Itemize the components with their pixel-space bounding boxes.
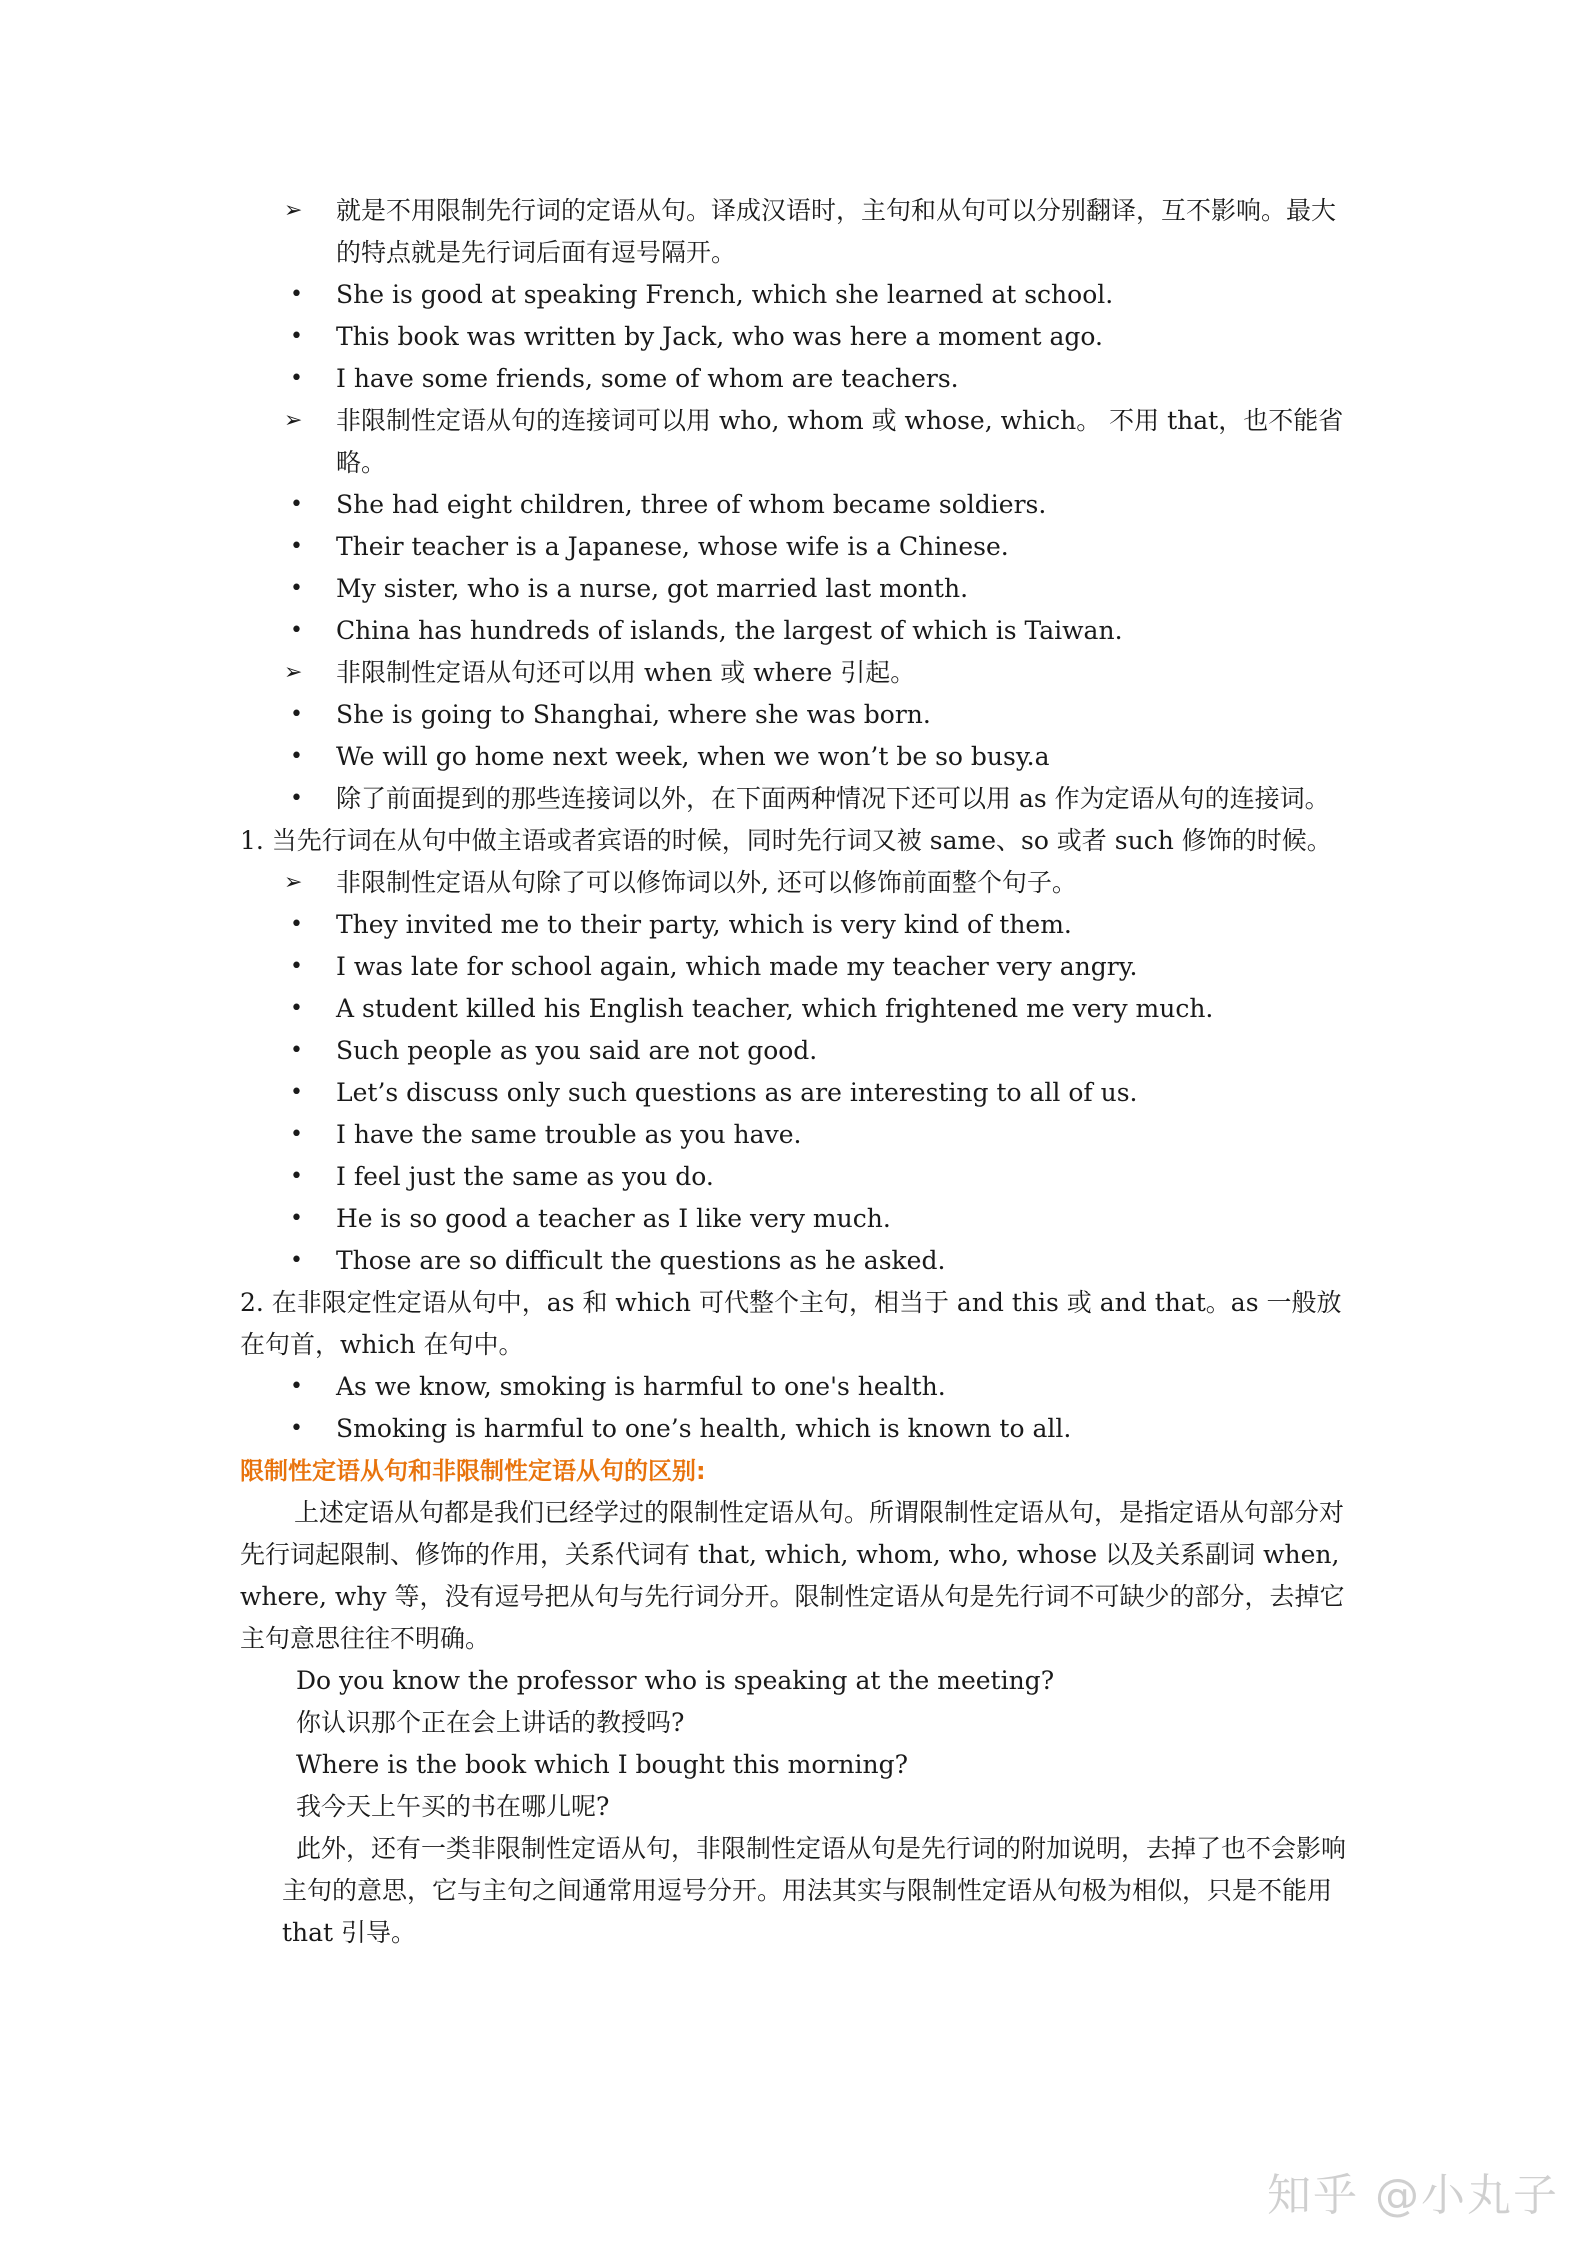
bullet-marker-icon: • [290, 1122, 303, 1147]
arrow-marker-icon: ➢ [284, 198, 303, 223]
list-item-text: He is so good a teacher as I like very much. [336, 1204, 891, 1233]
list-item-text: 非限制性定语从句还可以用 when 或 where 引起。 [336, 658, 916, 687]
section-heading: 限制性定语从句和非限制性定语从句的区别: [240, 1457, 706, 1485]
numbered-paragraph: 1. 当先行词在从句中做主语或者宾语的时候，同时先行词又被 same、so 或者 such 修饰的时候。 [240, 826, 1332, 855]
example-sentence: 我今天上午买的书在哪儿呢? [296, 1792, 610, 1821]
bullet-marker-icon: • [290, 1080, 303, 1105]
bullet-marker-icon: • [290, 366, 303, 391]
bullet-marker-icon: • [290, 534, 303, 559]
bullet-marker-icon: • [290, 324, 303, 349]
bullet-list-item [240, 484, 1360, 526]
list-item-text: This book was written by Jack, who was here a moment ago. [336, 322, 1103, 351]
list-item-text: She is going to Shanghai, where she was born. [336, 700, 931, 729]
list-item-text: As we know, smoking is harmful to one's health. [336, 1372, 946, 1401]
bullet-list-item [240, 1366, 1360, 1408]
bullet-list-item [240, 568, 1360, 610]
bullet-marker-icon: • [290, 996, 303, 1021]
list-item-text: 就是不用限制先行词的定语从句。译成汉语时，主句和从句可以分别翻译，互不影响。最大的特点就是先行词后面有逗号隔开。 [336, 196, 1337, 267]
bullet-marker-icon: • [290, 618, 303, 643]
bullet-list-item [240, 274, 1360, 316]
bullet-list-item [240, 1408, 1360, 1450]
bullet-list-item [240, 736, 1360, 778]
example-sentence: Do you know the professor who is speaking at the meeting? [296, 1666, 1055, 1695]
list-item-text: Their teacher is a Japanese, whose wife is a Chinese. [336, 532, 1009, 561]
bullet-marker-icon: • [290, 786, 303, 811]
arrow-marker-icon: ➢ [284, 870, 303, 895]
bullet-list-item [240, 1114, 1360, 1156]
list-item-text: They invited me to their party, which is very kind of them. [336, 910, 1072, 939]
bullet-list-item [240, 778, 1360, 820]
arrow-marker-icon: ➢ [284, 660, 303, 685]
arrow-list-item [240, 652, 1360, 694]
bullet-marker-icon: • [290, 744, 303, 769]
bullet-list-item [240, 610, 1360, 652]
bullet-list-item [240, 904, 1360, 946]
bullet-list-item [240, 1240, 1360, 1282]
arrow-list-item [240, 190, 1360, 274]
arrow-marker-icon: ➢ [284, 408, 303, 433]
bullet-marker-icon: • [290, 1416, 303, 1441]
bullet-list-item [240, 1198, 1360, 1240]
list-item-text: A student killed his English teacher, which frightened me very much. [336, 994, 1214, 1023]
bullet-marker-icon: • [290, 1206, 303, 1231]
bullet-marker-icon: • [290, 1164, 303, 1189]
bullet-list-item [240, 358, 1360, 400]
watermark: 知乎 @小丸子 [1267, 2170, 1559, 2221]
list-item-text: Let’s discuss only such questions as are interesting to all of us. [336, 1078, 1138, 1107]
list-item-text: China has hundreds of islands, the largest of which is Taiwan. [336, 616, 1123, 645]
arrow-list-item [240, 400, 1360, 484]
list-item-text: We will go home next week, when we won’t be so busy.a [336, 742, 1050, 771]
bullet-marker-icon: • [290, 1038, 303, 1063]
bullet-marker-icon: • [290, 1248, 303, 1273]
bullet-list-item [240, 946, 1360, 988]
bullet-marker-icon: • [290, 1374, 303, 1399]
bullet-marker-icon: • [290, 282, 303, 307]
arrow-list-item [240, 862, 1360, 904]
bullet-list-item [240, 694, 1360, 736]
list-item-text: Smoking is harmful to one’s health, which is known to all. [336, 1414, 1072, 1443]
bullet-marker-icon: • [290, 912, 303, 937]
list-item-text: Those are so difficult the questions as he asked. [336, 1246, 946, 1275]
example-sentence: 你认识那个正在会上讲话的教授吗? [296, 1708, 685, 1737]
bullet-marker-icon: • [290, 576, 303, 601]
document-body [240, 190, 1360, 1954]
list-item-text: 非限制性定语从句除了可以修饰词以外, 还可以修饰前面整个句子。 [336, 868, 1077, 897]
bullet-list-item [240, 1156, 1360, 1198]
bullet-list-item [240, 1030, 1360, 1072]
list-item-text: I was late for school again, which made my teacher very angry. [336, 952, 1138, 981]
list-item-text: I have some friends, some of whom are teachers. [336, 364, 959, 393]
bullet-list-item [240, 526, 1360, 568]
list-item-text: I feel just the same as you do. [336, 1162, 714, 1191]
list-item-text: My sister, who is a nurse, got married last month. [336, 574, 969, 603]
list-item-text: She had eight children, three of whom became soldiers. [336, 490, 1047, 519]
body-paragraph: 上述定语从句都是我们已经学过的限制性定语从句。所谓限制性定语从句，是指定语从句部分对先行词起限制、修饰的作用，关系代词有 that, which, whom, who, whose 以及关系副词 when, where, why 等，没有逗号把从句与先行词分开。限制性定语从句是先行词不可缺少的部分，去掉它主句意思往往不明确。 [240, 1498, 1345, 1653]
list-item-text: She is good at speaking French, which she learned at school. [336, 280, 1114, 309]
body-paragraph: 此外，还有一类非限制性定语从句，非限制性定语从句是先行词的附加说明，去掉了也不会影响主句的意思，它与主句之间通常用逗号分开。用法其实与限制性定语从句极为相似，只是不能用 that 引导。 [282, 1834, 1347, 1947]
bullet-marker-icon: • [290, 492, 303, 517]
list-item-text: 非限制性定语从句的连接词可以用 who, whom 或 whose, which。 不用 that，也不能省略。 [336, 406, 1344, 477]
numbered-paragraph: 2. 在非限定性定语从句中，as 和 which 可代整个主句，相当于 and this 或 and that。as 一般放在句首，which 在句中。 [240, 1288, 1342, 1359]
list-item-text: Such people as you said are not good. [336, 1036, 818, 1065]
bullet-list-item [240, 1072, 1360, 1114]
list-item-text: 除了前面提到的那些连接词以外，在下面两种情况下还可以用 as 作为定语从句的连接词。 [336, 784, 1330, 813]
bullet-marker-icon: • [290, 702, 303, 727]
bullet-list-item [240, 988, 1360, 1030]
bullet-marker-icon: • [290, 954, 303, 979]
bullet-list-item [240, 316, 1360, 358]
list-item-text: I have the same trouble as you have. [336, 1120, 802, 1149]
example-sentence: Where is the book which I bought this morning? [296, 1750, 908, 1779]
